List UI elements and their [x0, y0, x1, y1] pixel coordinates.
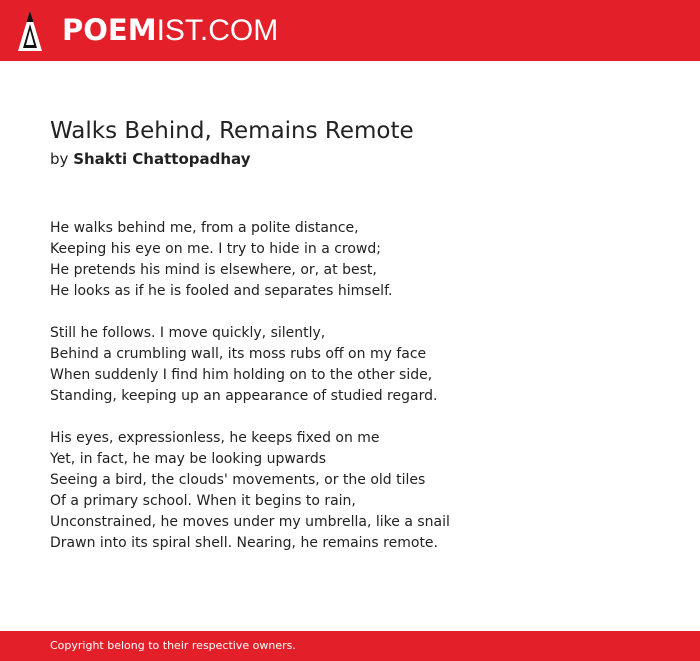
logo-text-light: IST.COM — [156, 14, 279, 47]
poem-line: Unconstrained, he moves under my umbrella, like a snail — [50, 514, 450, 530]
poem-line: He looks as if he is fooled and separates himself. — [50, 283, 393, 299]
pencil-tip-icon[interactable] — [17, 10, 43, 52]
by-prefix: by — [50, 150, 69, 168]
stanza — [50, 323, 670, 407]
poem-line: When suddenly I find him holding on to the other side, — [50, 367, 433, 383]
logo-text-bold: POEM — [62, 13, 157, 47]
byline — [50, 148, 250, 170]
site-header — [0, 0, 700, 61]
site-footer — [0, 631, 700, 661]
poem-line: His eyes, expressionless, he keeps fixed on me — [50, 430, 380, 446]
poem-line: Keeping his eye on me. I try to hide in a crowd; — [50, 241, 381, 257]
poem-line: Seeing a bird, the clouds' movements, or the old tiles — [50, 472, 426, 488]
poem-line: Behind a crumbling wall, its moss rubs off on my face — [50, 346, 427, 362]
poem-line: Still he follows. I move quickly, silently, — [50, 325, 326, 341]
stanza — [50, 218, 670, 302]
site-logo[interactable] — [62, 10, 278, 50]
poem-line: Of a primary school. When it begins to rain, — [50, 493, 356, 509]
stanza — [50, 428, 670, 554]
author-name: Shakti Chattopadhay — [73, 150, 251, 168]
poem-line: Standing, keeping up an appearance of studied regard. — [50, 388, 438, 404]
poem-line: Drawn into its spiral shell. Nearing, he remains remote. — [50, 535, 438, 551]
poem-title: Walks Behind, Remains Remote — [50, 118, 414, 144]
poem-line: Yet, in fact, he may be looking upwards — [50, 451, 327, 467]
poem-line: He pretends his mind is elsewhere, or, at best, — [50, 262, 377, 278]
poem-line: He walks behind me, from a polite distance, — [50, 220, 359, 236]
copyright-text: Copyright belong to their respective owners. — [50, 639, 296, 652]
poem-body — [50, 218, 670, 575]
